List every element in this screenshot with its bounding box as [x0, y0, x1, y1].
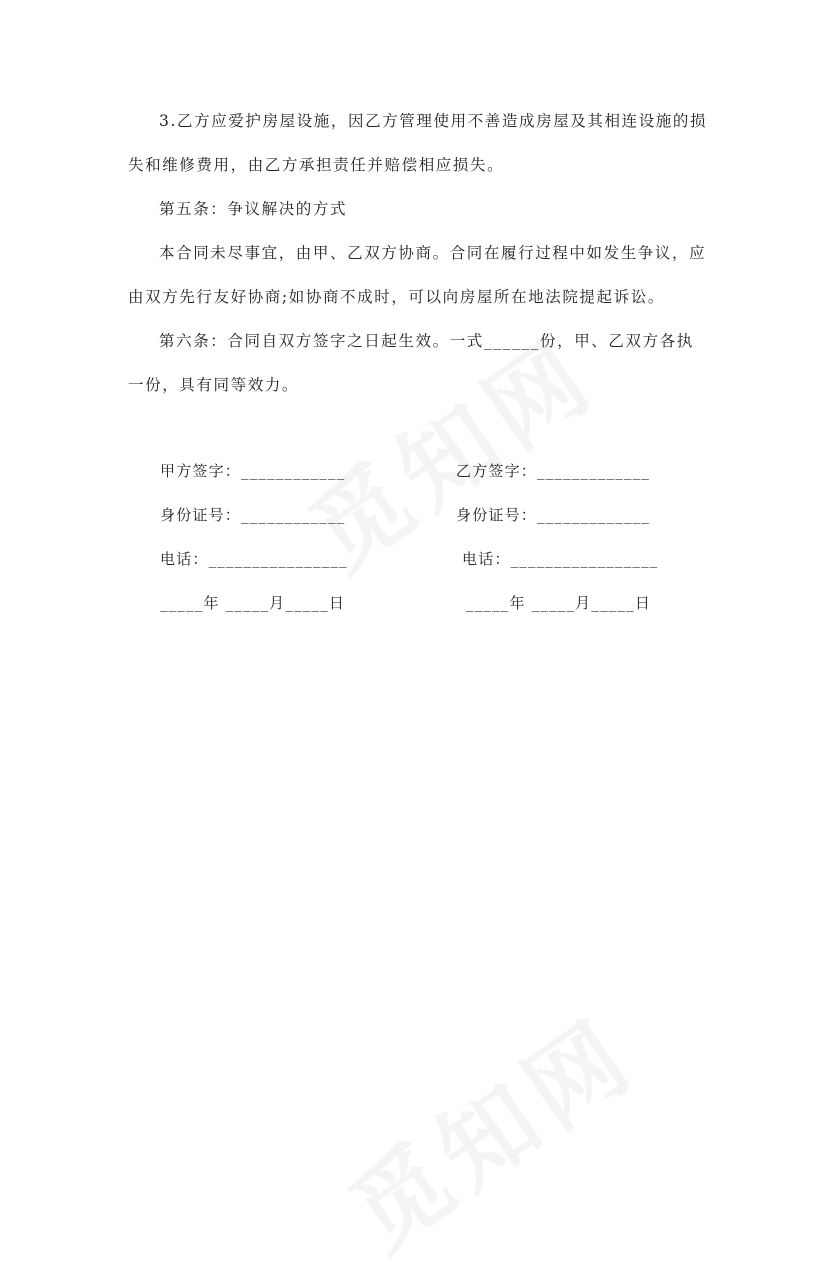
party-b-date-line: _____年 _____月_____日	[466, 594, 652, 612]
party-a-date-line: _____年 _____月_____日	[160, 594, 346, 612]
party-b-phone-line: 电话：_________________	[462, 550, 659, 568]
party-a-id-line: 身份证号：____________	[160, 506, 346, 524]
paragraph-damage-liability: 3.乙方应爱护房屋设施，因乙方管理使用不善造成房屋及其相连设施的损失和维修费用，由乙方承担责任并赔偿相应损失。	[128, 112, 708, 174]
party-b-id-line: 身份证号：_____________	[456, 506, 651, 524]
article-5-heading: 第五条：争议解决的方式	[159, 200, 348, 218]
watermark	[319, 981, 658, 1276]
party-a-phone-line: 电话：________________	[160, 550, 348, 568]
paragraph-dispute-resolution: 本合同未尽事宜，由甲、乙双方协商。合同在履行过程中如发生争议，应由双方先行友好协商;如协商不成时，可以向房屋所在地法院提起诉讼。	[128, 244, 707, 306]
party-a-signature-line: 甲方签字：____________	[160, 462, 346, 480]
party-b-signature-line: 乙方签字：_____________	[456, 462, 651, 480]
article-6-effectiveness: 第六条：合同自双方签字之日起生效。一式______份，甲、乙双方各执一份，具有同等效力。	[128, 332, 694, 394]
